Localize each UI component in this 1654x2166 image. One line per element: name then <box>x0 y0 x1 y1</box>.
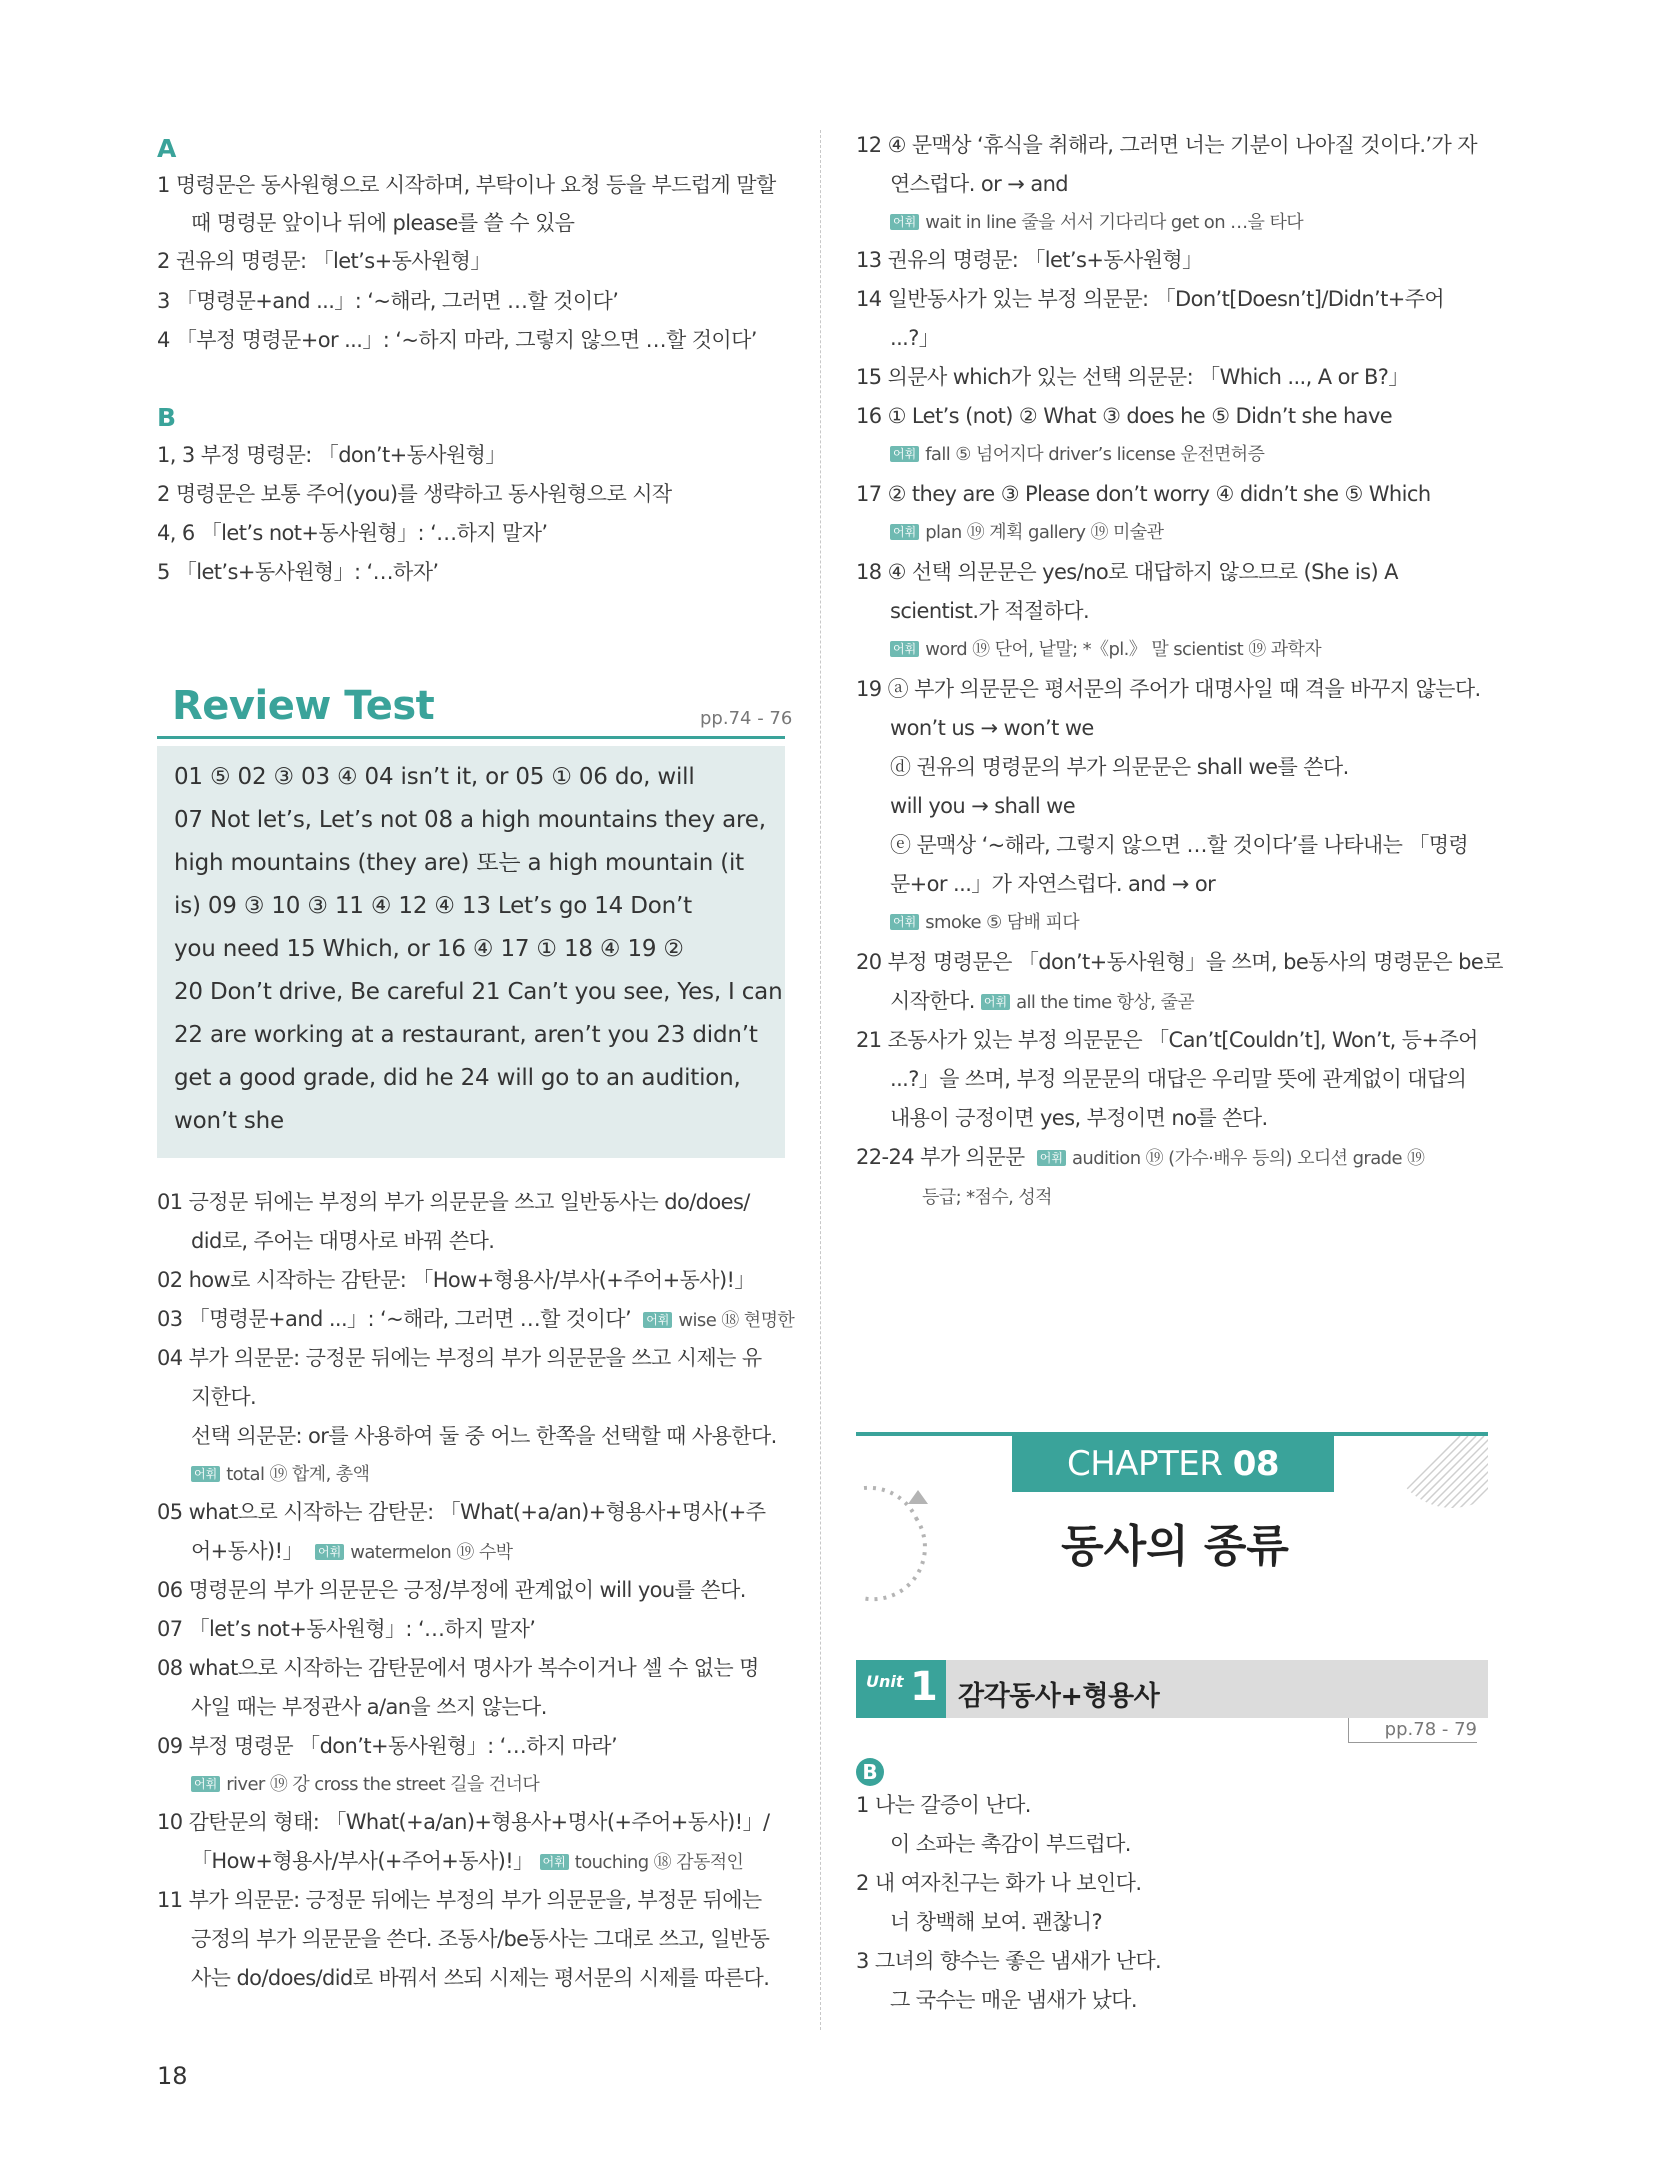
explanation-line: 11 부가 의문문: 긍정문 뒤에는 부정의 부가 의문문을, 부정문 뒤에는 <box>157 1888 762 1912</box>
explanation-line: 10 감탄문의 형태: 「What(+a/an)+형용사+명사(+주어+동사)!」/ <box>157 1810 770 1834</box>
unit-badge <box>856 1660 946 1718</box>
explanation-line: 07 「let’s not+동사원형」: ‘…하지 말자’ <box>157 1617 536 1641</box>
explanation-line <box>157 1536 512 1568</box>
explanation-line: 13 권유의 명령문: 「let’s+동사원형」 <box>856 248 1203 272</box>
vocab-badge: 어휘 <box>191 1776 220 1792</box>
explanation-text: 시작한다. <box>890 989 975 1013</box>
explanation-line: 연스럽다. or → and <box>890 172 1069 196</box>
explanation-line: ...?」 <box>890 326 940 350</box>
explanation-line: 내용이 긍정이면 yes, 부정이면 no를 쓴다. <box>890 1106 1268 1130</box>
answer-line: 07 Not let’s, Let’s not 08 a high mountains they are, <box>174 807 766 833</box>
unit-pages: pp.78 - 79 <box>1348 1718 1477 1743</box>
translation-line: 3 그녀의 향수는 좋은 냄새가 난다. <box>856 1949 1162 1973</box>
hatch-decoration-icon <box>1380 1436 1488 1508</box>
section-b-line: 2 명령문은 보통 주어(you)를 생략하고 동사원형으로 시작 <box>157 482 672 506</box>
explanation-text: 03 「명령문+and ...」: ‘~해라, 그러면 …할 것이다’ <box>157 1307 632 1331</box>
answer-line: won’t she <box>174 1108 285 1134</box>
vocab-text: touching ⑱ 감동적인 <box>574 1852 744 1873</box>
explanation-line: 08 what으로 시작하는 감탄문에서 명사가 복수이거나 셀 수 없는 명 <box>157 1656 759 1680</box>
vocab-badge: 어휘 <box>981 994 1010 1010</box>
explanation-line: 01 긍정문 뒤에는 부정의 부가 의문문을 쓰고 일반동사는 do/does/ <box>157 1190 750 1214</box>
explanation-line: did로, 주어는 대명사로 바꿔 쓴다. <box>191 1229 495 1253</box>
column-divider <box>820 130 821 2030</box>
vocab-text: wait in line 줄을 서서 기다리다 get on …을 타다 <box>925 212 1304 233</box>
vocab-badge: 어휘 <box>1037 1150 1066 1166</box>
section-a-line: 때 명령문 앞이나 뒤에 please를 쓸 수 있음 <box>191 211 575 235</box>
explanation-line: 선택 의문문: or를 사용하여 둘 중 어느 한쪽을 선택할 때 사용한다. <box>191 1424 777 1448</box>
section-b-letter: B <box>157 403 177 432</box>
explanation-line: 18 ④ 선택 의문문은 yes/no로 대답하지 않으므로 (She is) A <box>856 560 1398 584</box>
section-b-line: 1, 3 부정 명령문: 「don’t+동사원형」 <box>157 443 506 467</box>
unit-b-letter: B <box>856 1758 884 1786</box>
explanation-line: 19 ⓐ 부가 의문문은 평서문의 주어가 대명사일 때 격을 바꾸지 않는다. <box>856 677 1481 701</box>
explanation-text: 어+동사)!」 <box>191 1539 303 1563</box>
section-a-line: 2 권유의 명령문: 「let’s+동사원형」 <box>157 249 491 273</box>
vocab-badge: 어휘 <box>890 214 919 230</box>
explanation-line <box>856 986 1194 1018</box>
vocab-badge: 어휘 <box>191 1466 220 1482</box>
explanation-line: 09 부정 명령문 「don’t+동사원형」: ‘…하지 마라’ <box>157 1734 618 1758</box>
vocab-line <box>856 438 1264 470</box>
vocab-text: all the time 항상, 줄곧 <box>1016 992 1195 1013</box>
vocab-text: wise ⑱ 현명한 <box>678 1310 795 1331</box>
vocab-text: fall ⑤ 넘어지다 driver’s license 운전면허증 <box>925 444 1265 465</box>
answer-line: 01 ⑤ 02 ③ 03 ④ 04 isn’t it, or 05 ① 06 do, will <box>174 764 695 790</box>
vocab-line <box>856 206 1303 238</box>
chapter-label: CHAPTER <box>1066 1444 1223 1484</box>
answer-line: 22 are working at a restaurant, aren’t you 23 didn’t <box>174 1022 758 1048</box>
unit-number: 1 <box>910 1664 938 1710</box>
vocab-text: word ⑲ 단어, 낱말; *《pl.》 말 scientist ⑲ 과학자 <box>925 639 1322 660</box>
section-a-line: 1 명령문은 동사원형으로 시작하며, 부탁이나 요청 등을 부드럽게 말할 <box>157 173 776 197</box>
vocab-line <box>856 633 1321 665</box>
vocab-text: plan ⑲ 계획 gallery ⑲ 미술관 <box>925 522 1164 543</box>
explanation-line <box>856 1142 1424 1174</box>
explanation-line: 사일 때는 부정관사 a/an을 쓰지 않는다. <box>191 1695 547 1719</box>
section-a-letter: A <box>157 134 177 163</box>
explanation-line: 문+or ...」가 자연스럽다. and → or <box>890 872 1216 896</box>
explanation-line: 17 ② they are ③ Please don’t worry ④ didn’t she ⑤ Which <box>856 482 1431 506</box>
page-number: 18 <box>157 2062 188 2090</box>
answer-line: 20 Don’t drive, Be careful 21 Can’t you see, Yes, I can <box>174 979 783 1005</box>
explanation-line: 긍정의 부가 의문문을 쓴다. 조동사/be동사는 그대로 쓰고, 일반동 <box>191 1927 770 1951</box>
section-a-line: 3 「명령문+and ...」: ‘~해라, 그러면 …할 것이다’ <box>157 289 619 313</box>
answer-line: high mountains (they are) 또는 a high mountain (it <box>174 850 744 876</box>
vocab-text: audition ⑲ (가수·배우 등의) 오디션 grade ⑲ <box>1071 1148 1425 1169</box>
explanation-line: 05 what으로 시작하는 감탄문: 「What(+a/an)+형용사+명사(+주 <box>157 1500 766 1524</box>
explanation-line: 16 ① Let’s (not) ② What ③ does he ⑤ Didn’t she have <box>856 404 1393 428</box>
explanation-line: 02 how로 시작하는 감탄문: 「How+형용사/부사(+주어+동사)!」 <box>157 1268 755 1292</box>
vocab-text: river ⑲ 강 cross the street 길을 건너다 <box>226 1774 540 1795</box>
explanation-line: 14 일반동사가 있는 부정 의문문: 「Don’t[Doesn’t]/Didn’t+주어 <box>856 287 1445 311</box>
vocab-line <box>856 906 1079 938</box>
explanation-line: 20 부정 명령문은 「don’t+동사원형」을 쓰며, be동사의 명령문은 be로 <box>856 950 1503 974</box>
explanation-line <box>157 1846 743 1878</box>
chapter-title: 동사의 종류 <box>1061 1521 1289 1572</box>
section-b-line: 5 「let’s+동사원형」: ‘…하자’ <box>157 560 439 584</box>
vocab-badge: 어휘 <box>643 1312 672 1328</box>
vocab-line <box>157 1768 539 1800</box>
vocab-line <box>922 1181 1052 1213</box>
dotted-arrow-icon <box>852 1478 942 1610</box>
translation-line: 1 나는 갈증이 난다. <box>856 1793 1031 1817</box>
explanation-text: 22-24 부가 의문문 <box>856 1145 1025 1169</box>
vocab-line <box>856 516 1163 548</box>
explanation-line <box>157 1304 794 1336</box>
vocab-badge: 어휘 <box>315 1544 344 1560</box>
translation-line: 그 국수는 매운 냄새가 났다. <box>890 1988 1137 2012</box>
explanation-line: ⓔ 문맥상 ‘~해라, 그렇지 않으면 …할 것이다’를 나타내는 「명령 <box>890 833 1469 857</box>
vocab-text: smoke ⑤ 담배 피다 <box>925 912 1080 933</box>
vocab-badge: 어휘 <box>890 446 919 462</box>
vocab-badge: 어휘 <box>890 524 919 540</box>
answer-line: is) 09 ③ 10 ③ 11 ④ 12 ④ 13 Let’s go 14 Don’t <box>174 893 692 919</box>
translation-line: 이 소파는 촉감이 부드럽다. <box>890 1832 1131 1856</box>
section-a-line: 4 「부정 명령문+or ...」: ‘~하지 마라, 그렇지 않으면 …할 것이다’ <box>157 328 757 352</box>
answer-line: get a good grade, did he 24 will go to an audition, <box>174 1065 741 1091</box>
explanation-line: 04 부가 의문문: 긍정문 뒤에는 부정의 부가 의문문을 쓰고 시제는 유 <box>157 1346 762 1370</box>
vocab-badge: 어휘 <box>890 914 919 930</box>
vocab-line <box>157 1458 369 1490</box>
vocab-badge: 어휘 <box>540 1854 569 1870</box>
review-test-underline <box>157 736 785 739</box>
explanation-line: will you → shall we <box>890 794 1076 818</box>
review-test-title: Review Test <box>172 683 435 729</box>
explanation-line: ...?」을 쓰며, 부정 의문문의 대답은 우리말 뜻에 관계없이 대답의 <box>890 1067 1467 1091</box>
section-b-line: 4, 6 「let’s not+동사원형」: ‘…하지 말자’ <box>157 521 548 545</box>
vocab-badge: 어휘 <box>890 641 919 657</box>
chapter-badge <box>1012 1436 1334 1492</box>
explanation-line: 12 ④ 문맥상 ‘휴식을 취해라, 그러면 너는 기분이 나아질 것이다.’가 자 <box>856 133 1477 157</box>
unit-word: Unit <box>866 1672 904 1691</box>
unit-title: 감각동사+형용사 <box>958 1681 1160 1712</box>
explanation-line: 06 명령문의 부가 의문문은 긍정/부정에 관계없이 will you를 쓴다. <box>157 1578 746 1602</box>
explanation-line: ⓓ 권유의 명령문의 부가 의문문은 shall we를 쓴다. <box>890 755 1349 779</box>
translation-line: 2 내 여자친구는 화가 나 보인다. <box>856 1871 1142 1895</box>
explanation-line: won’t us → won’t we <box>890 716 1094 740</box>
review-test-pages: pp.74 - 76 <box>700 708 793 729</box>
explanation-text: 「How+형용사/부사(+주어+동사)!」 <box>191 1849 534 1873</box>
explanation-line: 21 조동사가 있는 부정 의문문은 「Can’t[Couldn’t], Won’t, 등+주어 <box>856 1028 1478 1052</box>
explanation-line: 지한다. <box>191 1385 257 1409</box>
vocab-text: total ⑲ 합계, 총액 <box>226 1464 370 1485</box>
answer-line: you need 15 Which, or 16 ④ 17 ① 18 ④ 19 ② <box>174 936 684 962</box>
vocab-text: watermelon ⑲ 수박 <box>350 1542 513 1563</box>
explanation-line: scientist.가 적절하다. <box>890 599 1090 623</box>
explanation-line: 15 의문사 which가 있는 선택 의문문: 「Which ..., A or B?」 <box>856 365 1409 389</box>
chapter-number: 08 <box>1232 1444 1280 1484</box>
translation-line: 너 창백해 보여. 괜찮니? <box>890 1910 1103 1934</box>
vocab-text: 등급; *점수, 성적 <box>922 1187 1052 1208</box>
explanation-line: 사는 do/does/did로 바꿔서 쓰되 시제는 평서문의 시제를 따른다. <box>191 1966 770 1990</box>
